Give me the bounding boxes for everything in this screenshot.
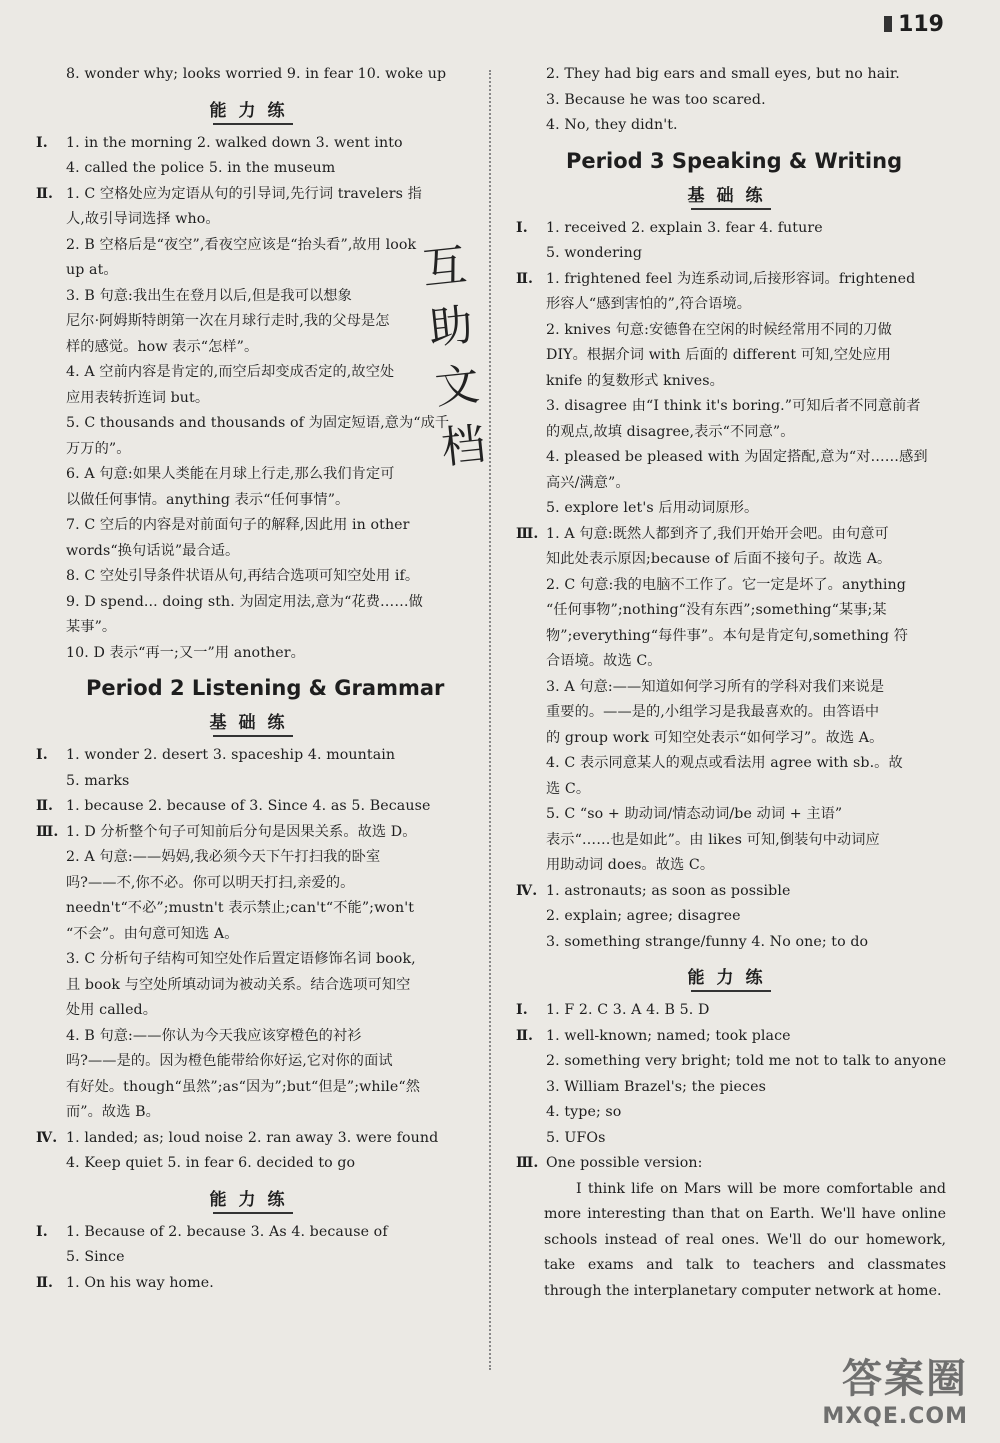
answer-line xyxy=(36,871,470,897)
section-heading: 基础练 xyxy=(36,708,470,737)
answer-text: 高兴/满意”。 xyxy=(546,474,630,491)
answer-line xyxy=(516,904,946,930)
answer-line xyxy=(516,1075,946,1101)
answer-text: 9. D spend... doing sth. 为固定用法,意为“花费……做 xyxy=(66,593,423,610)
answer-line xyxy=(516,1049,946,1075)
answer-line xyxy=(516,1151,946,1177)
answer-line xyxy=(516,675,946,701)
answer-line xyxy=(36,335,470,361)
answer-line xyxy=(36,820,470,846)
answer-text: 1. On his way home. xyxy=(66,1274,214,1291)
answer-text: 1. received 2. explain 3. fear 4. future xyxy=(546,219,823,236)
answer-text: 4. Keep quiet 5. in fear 6. decided to go xyxy=(66,1155,356,1171)
answer-text: 样的感觉。how 表示“怎样”。 xyxy=(66,338,259,355)
watermark-url: MXQE.COM xyxy=(822,1404,968,1429)
answer-text: words“换句话说”最合适。 xyxy=(66,542,240,559)
answer-line: 8. wonder why; looks worried 9. in fear 10. woke up xyxy=(66,66,447,82)
answer-text: 尼尔·阿姆斯特朗第一次在月球行走时,我的父母是怎 xyxy=(66,313,390,329)
answer-line xyxy=(36,947,470,973)
answer-text: DIY。根据介词 with 后面的 different 可知,空处应用 xyxy=(546,347,892,363)
answer-text: 选 C。 xyxy=(546,780,591,797)
answer-line xyxy=(516,216,946,242)
answer-line xyxy=(36,513,470,539)
answer-text: 5. marks xyxy=(66,772,130,789)
answer-text: 5. Since xyxy=(66,1249,125,1265)
answer-text: 2. knives 句意:安德鲁在空闲的时候经常用不同的刀做 xyxy=(546,321,892,338)
answer-line xyxy=(516,267,946,293)
answer-text: 5. UFOs xyxy=(546,1129,606,1146)
answer-text: 4. called the police 5. in the museum xyxy=(66,160,336,176)
answer-text: 4. B 句意:——你认为今天我应该穿橙色的衬衫 xyxy=(66,1027,362,1044)
answer-line xyxy=(36,488,470,514)
answer-line xyxy=(516,998,946,1024)
answer-line xyxy=(36,360,470,386)
answer-line xyxy=(36,1245,470,1271)
answer-line xyxy=(516,1126,946,1152)
answer-line xyxy=(36,309,470,335)
answer-text: “任何事物”;nothing“没有东西”;something“某事;某 xyxy=(546,602,887,618)
answer-line xyxy=(36,590,470,616)
answer-line xyxy=(516,1024,946,1050)
section-roman-numeral: Ⅲ. xyxy=(516,525,539,542)
left-column xyxy=(36,62,470,1296)
answer-text: up at。 xyxy=(66,262,118,278)
answer-text: 1. because 2. because of 3. Since 4. as 5. Because xyxy=(66,798,431,814)
answer-text: 1. D 分析整个句子可知前后分句是因果关系。故选 D。 xyxy=(66,823,417,840)
answer-text: 吗?——不,你不必。你可以明天打扫,亲爱的。 xyxy=(66,874,355,891)
answer-line xyxy=(516,624,946,650)
answer-text: 10. D 表示“再一;又一”用 another。 xyxy=(66,644,305,661)
answer-text: 吗?——是的。因为橙色能带给你好运,它对你的面试 xyxy=(66,1053,393,1069)
answer-line xyxy=(36,1049,470,1075)
answer-text: 4. C 表示同意某人的观点或看法用 agree with sb.。故 xyxy=(546,755,903,771)
answer-line xyxy=(36,156,470,182)
answer-line xyxy=(516,777,946,803)
answer-line: 2. They had big ears and small eyes, but no hair. xyxy=(546,66,900,82)
answer-line xyxy=(36,998,470,1024)
answer-line xyxy=(516,649,946,675)
answer-text: 5. wondering xyxy=(546,245,643,261)
answer-text: 知此处表示原因;because of 后面不接句子。故选 A。 xyxy=(546,551,892,567)
answer-line xyxy=(36,896,470,922)
section-roman-numeral: Ⅱ. xyxy=(516,270,534,287)
answer-text: 4. type; so xyxy=(546,1104,622,1120)
answer-text: 形容人“感到害怕的”,符合语境。 xyxy=(546,296,752,312)
period-title: Period 3 Speaking & Writing xyxy=(566,148,903,173)
answer-text: 人,故引导词选择 who。 xyxy=(66,211,220,227)
answer-text: 处用 called。 xyxy=(66,1002,158,1018)
answer-text: 以做任何事情。anything 表示“任何事情”。 xyxy=(66,491,350,508)
answer-text: 的观点,故填 disagree,表示“不同意”。 xyxy=(546,423,795,440)
section-roman-numeral: Ⅰ. xyxy=(36,134,48,151)
answer-line xyxy=(516,343,946,369)
sample-essay: I think life on Mars will be more comfortable and more interesting than that on Earth. We'll have online schools instead of real ones. We'll do our homework, take exams and talk to teachers and classmates through the interplanetary computer network at home. xyxy=(544,1180,946,1299)
section-roman-numeral: Ⅳ. xyxy=(36,1129,58,1146)
answer-text: 应用表转折连词 but。 xyxy=(66,389,210,406)
answer-line xyxy=(36,641,470,667)
answer-text: 1. landed; as; loud noise 2. ran away 3. were found xyxy=(66,1129,439,1146)
section-roman-numeral: Ⅰ. xyxy=(516,219,528,236)
answer-text: 重要的。——是的,小组学习是我最喜欢的。由答语中 xyxy=(546,704,880,720)
answer-line xyxy=(36,1220,470,1246)
answer-text: 2. something very bright; told me not to talk to anyone xyxy=(546,1053,946,1069)
answer-line xyxy=(36,258,470,284)
answer-text: 物”;everything“每件事”。本句是肯定句,something 符 xyxy=(546,627,908,644)
answer-text: 1. Because of 2. because 3. As 4. because of xyxy=(66,1223,388,1240)
answer-text: 5. explore let's 后用动词原形。 xyxy=(546,500,759,516)
answer-text: One possible version: xyxy=(546,1155,703,1171)
section-roman-numeral: Ⅱ. xyxy=(516,1027,534,1044)
answer-text: 1. in the morning 2. walked down 3. went into xyxy=(66,134,403,151)
answer-text: 且 book 与空处所填动词为被动关系。结合选项可知空 xyxy=(66,976,411,993)
section-roman-numeral: Ⅳ. xyxy=(516,882,538,899)
handwritten-char: 互 xyxy=(420,239,470,296)
answer-line xyxy=(36,973,470,999)
answer-line: 3. Because he was too scared. xyxy=(546,91,766,108)
answer-line xyxy=(516,751,946,777)
answer-line xyxy=(516,700,946,726)
answer-text: 3. B 句意:我出生在登月以后,但是我可以想象 xyxy=(66,287,352,304)
answer-text: 2. B 空格后是“夜空”,看夜空应该是“抬头看”,故用 look xyxy=(66,236,417,253)
answer-text: 表示“……也是如此”。由 likes 可知,倒装句中动词应 xyxy=(546,831,880,848)
answer-line xyxy=(36,922,470,948)
answer-line xyxy=(516,420,946,446)
answer-line xyxy=(516,241,946,267)
answer-line: 4. No, they didn't. xyxy=(546,117,678,133)
answer-line xyxy=(516,445,946,471)
section-roman-numeral: Ⅱ. xyxy=(36,798,54,814)
answer-line xyxy=(36,182,470,208)
answer-text: 2. explain; agree; disagree xyxy=(546,908,741,924)
answer-line xyxy=(516,547,946,573)
period-title: Period 2 Listening & Grammar xyxy=(86,676,445,700)
answer-text: 合语境。故选 C。 xyxy=(546,653,662,669)
answer-line xyxy=(516,318,946,344)
answer-line xyxy=(36,1024,470,1050)
section-roman-numeral: Ⅰ. xyxy=(516,1002,528,1018)
answer-line xyxy=(36,386,470,412)
answer-text: 某事”。 xyxy=(66,619,117,635)
answer-line xyxy=(36,1271,470,1297)
watermark-logo: 答案圈 xyxy=(842,1356,968,1402)
answer-text: “不会”。由句意可知选 A。 xyxy=(66,925,239,942)
answer-line xyxy=(516,1100,946,1126)
answer-line xyxy=(516,471,946,497)
answer-text: 万万的”。 xyxy=(66,440,131,457)
answer-text: 而”。故选 B。 xyxy=(66,1104,160,1120)
answer-line xyxy=(516,930,946,956)
answer-line xyxy=(36,564,470,590)
section-heading: 能力练 xyxy=(516,963,946,992)
answer-text: 3. C 分析句子结构可知空处作后置定语修饰名词 book, xyxy=(66,951,416,967)
answer-text: 1. A 句意:既然人都到齐了,我们开始开会吧。由句意可 xyxy=(546,525,889,542)
answer-line xyxy=(36,131,470,157)
answer-line xyxy=(516,598,946,624)
answer-line xyxy=(36,233,470,259)
answer-line xyxy=(36,769,470,795)
answer-text: 1. wonder 2. desert 3. spaceship 4. mountain xyxy=(66,747,396,763)
answer-text: 5. C “so + 助动词/情态动词/be 动词 + 主语” xyxy=(546,806,843,822)
answer-line xyxy=(36,284,470,310)
answer-line xyxy=(36,743,470,769)
answer-text: knife 的复数形式 knives。 xyxy=(546,372,724,389)
section-roman-numeral: Ⅰ. xyxy=(36,747,48,763)
answer-line xyxy=(516,573,946,599)
section-roman-numeral: Ⅰ. xyxy=(36,1223,48,1240)
section-heading: 基础练 xyxy=(516,181,946,210)
handwritten-char: 助 xyxy=(426,299,476,355)
answer-line xyxy=(516,369,946,395)
section-heading: 能力练 xyxy=(36,96,470,125)
answer-text: 3. something strange/funny 4. No one; to do xyxy=(546,933,869,950)
handwritten-char: 文 xyxy=(432,359,482,415)
answer-line xyxy=(36,1126,470,1152)
section-roman-numeral: Ⅱ. xyxy=(36,185,54,202)
watermark xyxy=(822,1347,968,1429)
answer-line xyxy=(36,794,470,820)
answer-line xyxy=(36,539,470,565)
answer-text: 1. frightened feel 为连系动词,后接形容词。frightened xyxy=(546,270,916,287)
answer-text: 3. A 句意:——知道如何学习所有的学科对我们来说是 xyxy=(546,678,885,695)
answer-text: 7. C 空后的内容是对前面句子的解释,因此用 in other xyxy=(66,517,410,533)
answer-text: 1. astronauts; as soon as possible xyxy=(546,882,791,899)
answer-line xyxy=(36,437,470,463)
answer-text: 用助动词 does。故选 C。 xyxy=(546,857,715,873)
answer-line xyxy=(516,828,946,854)
answer-text: needn't“不必”;mustn't 表示禁止;can't“不能”;won't xyxy=(66,900,414,916)
page-number: 119 xyxy=(884,12,944,37)
answer-text: 2. A 句意:——妈妈,我必须今天下午打扫我的卧室 xyxy=(66,849,381,865)
answer-line xyxy=(516,496,946,522)
answer-line xyxy=(36,1151,470,1177)
answer-text: 1. well-known; named; took place xyxy=(546,1027,791,1044)
answer-line xyxy=(516,522,946,548)
answer-text: 1. F 2. C 3. A 4. B 5. D xyxy=(546,1002,710,1018)
answer-text: 1. C 空格处应为定语从句的引导词,先行词 travelers 指 xyxy=(66,185,422,202)
answer-line xyxy=(516,879,946,905)
answer-text: 有好处。though“虽然”;as“因为”;but“但是”;while“然 xyxy=(66,1078,421,1095)
answer-text: 2. C 句意:我的电脑不工作了。它一定是坏了。anything xyxy=(546,576,906,593)
section-roman-numeral: Ⅲ. xyxy=(516,1155,539,1171)
page-marker-icon xyxy=(884,16,892,32)
answer-text: 3. disagree 由“I think it's boring.”可知后者不同意前者 xyxy=(546,398,921,414)
answer-text: 4. pleased be pleased with 为固定搭配,意为“对……感到 xyxy=(546,449,928,465)
section-roman-numeral: Ⅲ. xyxy=(36,823,59,840)
answer-line xyxy=(36,845,470,871)
section-heading: 能力练 xyxy=(36,1185,470,1214)
answer-text: 3. William Brazel's; the pieces xyxy=(546,1078,766,1095)
answer-text: 6. A 句意:如果人类能在月球上行走,那么我们肯定可 xyxy=(66,466,395,482)
answer-line xyxy=(516,853,946,879)
answer-text: 的 group work 可知空处表示“如何学习”。故选 A。 xyxy=(546,729,884,746)
answer-line xyxy=(516,292,946,318)
answer-line xyxy=(36,411,470,437)
answer-line xyxy=(36,1100,470,1126)
handwritten-char: 档 xyxy=(438,418,488,475)
right-column xyxy=(516,62,946,1304)
answer-text: 5. C thousands and thousands of 为固定短语,意为“成千 xyxy=(66,415,450,431)
answer-line xyxy=(36,615,470,641)
answer-line xyxy=(516,726,946,752)
answer-line xyxy=(516,394,946,420)
answer-text: 8. C 空处引导条件状语从句,再结合选项可知空处用 if。 xyxy=(66,568,420,584)
answer-line xyxy=(36,207,470,233)
answer-line xyxy=(36,462,470,488)
answer-line xyxy=(516,802,946,828)
section-roman-numeral: Ⅱ. xyxy=(36,1274,54,1291)
answer-text: 4. A 空前内容是肯定的,而空后却变成否定的,故空处 xyxy=(66,364,395,380)
answer-line xyxy=(36,1075,470,1101)
